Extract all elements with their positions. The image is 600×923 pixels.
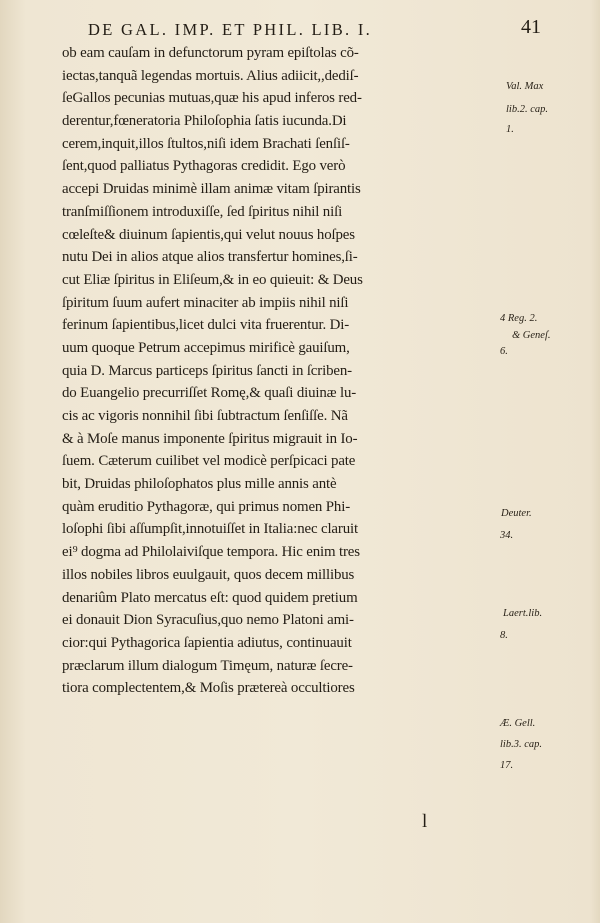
signature-mark: l (422, 811, 428, 832)
text-line: bit, Druidas philoſophatos plus mille annis antè (62, 476, 337, 493)
margin-note: lib.3. cap. (500, 739, 542, 750)
text-line: tiora complectentem,& Moſis prætereà occultiores (62, 680, 355, 697)
margin-note: 6. (500, 346, 508, 357)
page-number: 41 (521, 16, 541, 38)
text-line: nutu Dei in alios atque alios transfertur homines,ſi- (62, 249, 358, 266)
margin-note: 34. (500, 530, 514, 541)
margin-note: Laert.lib. (503, 608, 543, 619)
text-line: cut Eliæ ſpiritus in Eliſeum,& in eo quieuit: & Deus (62, 271, 363, 288)
text-line: ei⁹ dogma ad Philolaiviſque tempora. Hic enim tres (62, 544, 360, 561)
text-line: ſpiritum ſuum aufert minaciter ab impiis nihil niſi (62, 294, 349, 311)
margin-note: lib.2. cap. (506, 104, 548, 115)
text-line: ſeGallos pecunias mutuas,quæ his apud inferos red- (62, 90, 362, 107)
text-line: illos nobiles libros euulgauit, quos decem millibus (62, 566, 355, 583)
margin-note: 17. (500, 760, 514, 771)
running-title: DE GAL. IMP. ET PHIL. LIB. I. (88, 20, 373, 39)
text-line: cior:qui Pythagorica ſapientia adiutus, continuauit (62, 634, 352, 651)
text-line: cœleſte& diuinum ſapientis,qui velut nouus hoſpes (62, 226, 355, 243)
margin-note: 8. (500, 630, 508, 641)
text-line: cis ac vigoris nonnihil ſibi ſubtractum ſenſiſſe. Nã (62, 408, 348, 424)
text-line: do Euangelio precurriſſet Romę,& quaſi diuinæ lu- (62, 385, 357, 402)
text-line: loſophi ſibi aſſumpſit,innotuiſſet in Italia:nec claruit (62, 521, 358, 538)
text-line: ob eam cauſam in defunctorum pyram epiſtolas cõ- (62, 45, 359, 61)
text-line: accepi Druidas minimè illam animæ vitam ſpirantis (62, 181, 361, 198)
text-line: ſent,quod palliatus Pythagoras credidit. Ego verò (62, 158, 346, 175)
margin-note: & Geneſ. (512, 330, 551, 341)
text-line: præclarum illum dialogum Timęum, naturæ ſecre- (62, 657, 353, 674)
text-line: quàm eruditio Pythagoræ, qui primus nomen Phi- (62, 498, 350, 515)
text-line: tranſmiſſionem introduxiſſe, ſed ſpiritus nihil niſi (62, 203, 343, 220)
margin-note: Val. Max (506, 81, 544, 92)
text-line: & à Moſe manus imponente ſpiritus migrauit in Io- (62, 430, 358, 447)
text-line: cerem,inquit,illos ſtultos,niſi idem Brachati ſenſiſ- (62, 135, 350, 152)
text-line: denariûm Plato mercatus eſt: quod quidem pretium (62, 589, 358, 606)
text-line: uum quoque Petrum accepimus mirificè gauiſum, (62, 339, 350, 356)
text-line: ſuem. Cæterum cuilibet vel modicè perſpicaci pate (62, 453, 356, 470)
text-line: iectas,tanquã legendas mortuis. Alius adiicit,,dediſ- (62, 67, 359, 84)
text-line: quia D. Marcus particeps ſpiritus ſancti in ſcriben- (62, 362, 352, 379)
body-text (62, 42, 502, 700)
text-line: ferinum ſapientibus,licet dulci vita fruerentur. Di- (62, 317, 350, 334)
text-line: derentur,fœneratoria Philoſophia ſatis iucunda.Di (62, 113, 347, 130)
margin-note: 1. (506, 124, 514, 135)
margin-note: Deuter. (501, 508, 532, 519)
margin-note: Æ. Gell. (500, 718, 536, 729)
text-line: ei donauit Dion Syracuſius,quo nemo Platoni ami- (62, 612, 354, 629)
margin-note: 4 Reg. 2. (500, 313, 538, 324)
